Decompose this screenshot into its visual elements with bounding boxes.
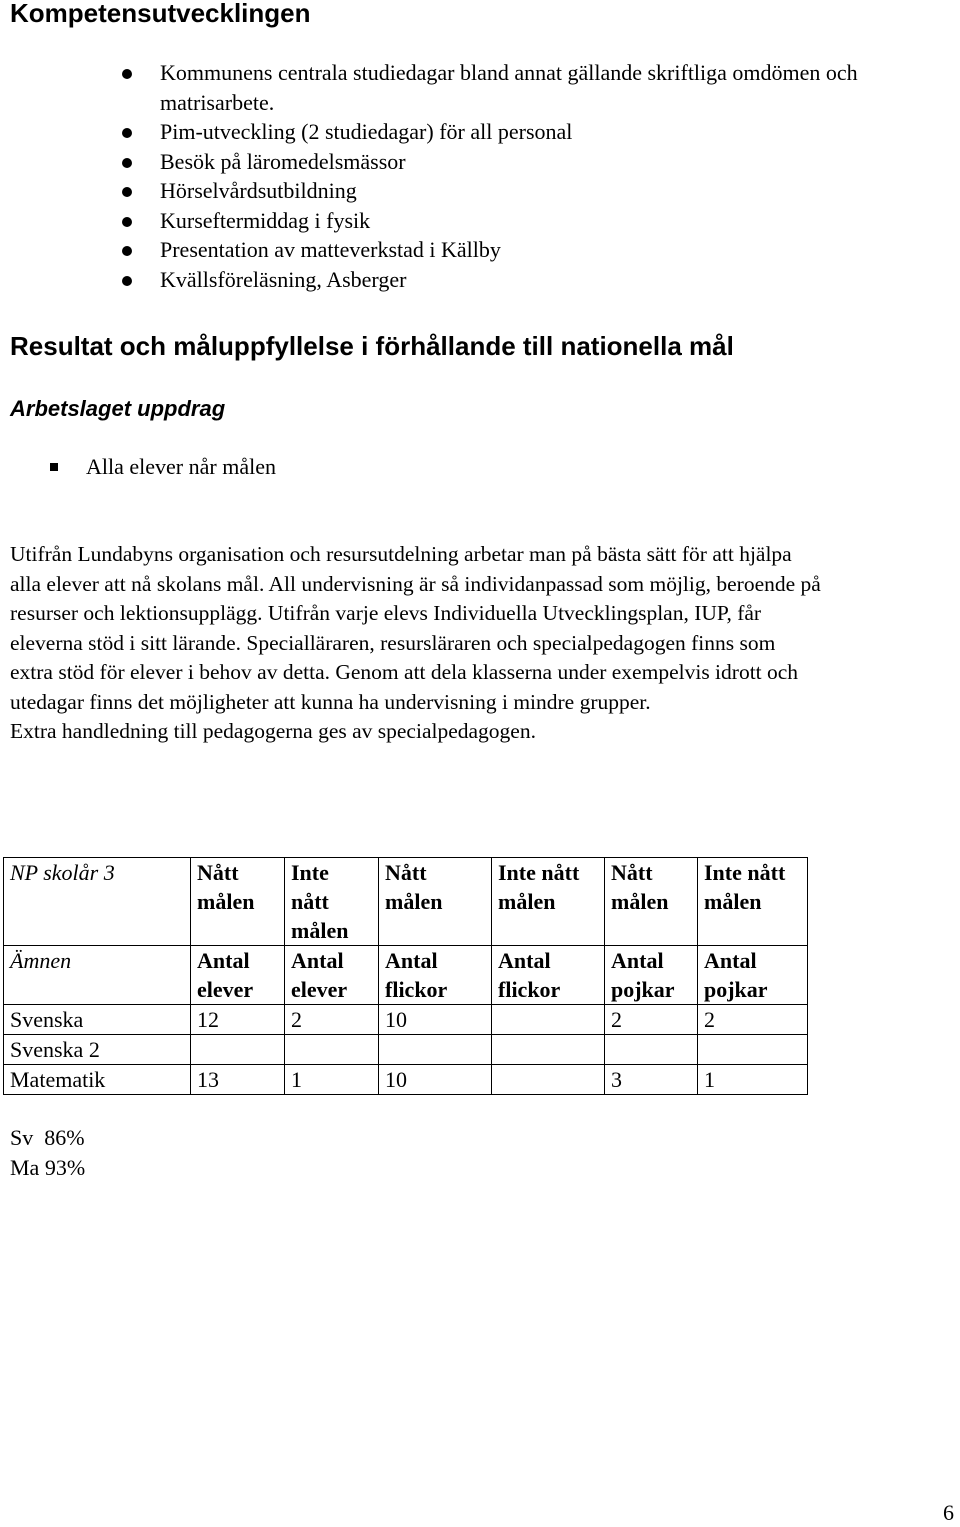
table-cell: 10 (379, 1065, 492, 1095)
table-cell: Matematik (4, 1065, 191, 1095)
table-cell (698, 1035, 808, 1065)
paragraph-line: utedagar finns det möjligheter att kunna ha undervisning i mindre grupper. (10, 689, 651, 714)
table-header-cell: Antal pojkar (605, 946, 698, 1005)
list-item: Kommunens centrala studiedagar bland annat gällande skriftliga omdömen och matrisarbete. (0, 58, 960, 117)
table-header-cell: Antal flickor (379, 946, 492, 1005)
table-header-cell: Antal pojkar (698, 946, 808, 1005)
heading-kompetensutvecklingen: Kompetensutvecklingen (10, 0, 311, 28)
table-cell: 2 (605, 1005, 698, 1035)
paragraph-line: extra stöd för elever i behov av detta. Genom att dela klasserna under exempelvis idrott och (10, 660, 799, 684)
subheading-arbetslaget: Arbetslaget uppdrag (10, 396, 226, 421)
table-header-row (4, 858, 808, 946)
table-cell (379, 1035, 492, 1065)
table-cell (191, 1035, 285, 1065)
paragraph-line: resurser och lektionsupplägg. Utifrån varje elevs Individuella Utvecklingsplan, IUP, får (10, 601, 762, 625)
table-cell: 1 (698, 1065, 808, 1095)
table-row (4, 1005, 808, 1035)
document-page: Kompetensutvecklingen Kommunens centrala studiedagar bland annat gällande skriftliga omdömen och matrisarbete. Pim-utveckling (2 studiedagar) för all personal Besök på läromedelsmässor Hörselvårdsutbildning Kurseftermiddag i fysik Presentation av matteverkstad i Källby Kvällsföreläsning, Asberger Resultat och måluppfyllelse i förhållande till nationella mål Arbetslaget uppdrag Alla elever når målen Utifrån Lundabyns organisation och resursutdelning arbetar man på bästa sätt för att hjälpa alla elever att nå skolans mål. All undervisning är så individanpassad som möjlig, beroende på resurser och lektionsupplägg. Utifrån varje elevs Individuella Utvecklingsplan, IUP, får eleverna stöd i sitt lärande. Specialläraren, resursläraren och specialpedagogen finns som extra stöd för elever i behov av detta. Genom att dela klasserna under exempelvis idrott och utedagar finns det möjligheter att kunna ha undervisning i mindre grupper. Extra handledning till pedagogerna ges av specialpedagogen. NP skolår 3 Nått målen Inte nått målen Nått målen Inte nått målen Nått målen Inte nått målen Ämnen Antal elever Antal elever Antal flickor Antal flickor Antal pojkar Antal pojkar Svenska 12 2 10 2 2 Svenska 2 Matematik 13 1 10 3 1 Sv 86% Ma 93% 6 (0, 0, 960, 1527)
table-header-cell: Inte nått målen (492, 858, 605, 946)
table-cell: 10 (379, 1005, 492, 1035)
bullet-icon (122, 187, 132, 197)
table-header-cell: Antal elever (285, 946, 379, 1005)
table-header-cell: Ämnen (4, 946, 191, 1005)
table-cell: 2 (285, 1005, 379, 1035)
table-cell (492, 1035, 605, 1065)
swedish-percentage: Sv 86% (10, 1125, 85, 1150)
paragraph-line: Extra handledning till pedagogerna ges av specialpedagogen. (10, 719, 536, 743)
table-cell (492, 1005, 605, 1035)
table-header-cell: Nått målen (379, 858, 492, 946)
table-cell: Svenska 2 (4, 1035, 191, 1065)
paragraph-line: eleverna stöd i sitt lärande. Specialläraren, resursläraren och specialpedagogen finns som (10, 630, 776, 655)
table-cell (492, 1065, 605, 1095)
bullet-icon (122, 246, 132, 256)
table-subheader-row (4, 946, 808, 1005)
list-item: Besök på läromedelsmässor (0, 147, 960, 177)
page-number: 6 (943, 1500, 954, 1525)
bullet-icon (122, 158, 132, 168)
paragraph-line: alla elever att nå skolans mål. All undervisning är så individanpassad som möjlig, beroende på (10, 571, 821, 596)
table-header-cell: Nått målen (605, 858, 698, 946)
table-cell: 13 (191, 1065, 285, 1095)
table-row (4, 1065, 808, 1095)
table-cell: 1 (285, 1065, 379, 1095)
bullet-icon (122, 69, 132, 79)
percentage-summary (10, 1123, 85, 1182)
table-header-cell: Nått målen (191, 858, 285, 946)
np-results-table (3, 857, 808, 1095)
bullet-icon (122, 128, 132, 138)
list-item: Hörselvårdsutbildning (0, 176, 960, 206)
bullet-icon (122, 217, 132, 227)
list-item: Presentation av matteverkstad i Källby (0, 235, 960, 265)
heading-resultat: Resultat och måluppfyllelse i förhållande till nationella mål (10, 331, 734, 361)
table-cell (605, 1035, 698, 1065)
math-percentage: Ma 93% (10, 1154, 86, 1180)
competence-list (0, 58, 960, 294)
list-item: Pim-utveckling (2 studiedagar) för all personal (0, 117, 960, 147)
square-bullet-icon (50, 463, 58, 471)
table-cell: 3 (605, 1065, 698, 1095)
bullet-icon (122, 276, 132, 286)
table-header-cell: Inte nått målen (698, 858, 808, 946)
table-header-cell: Inte nått målen (285, 858, 379, 946)
table-header-cell: Antal elever (191, 946, 285, 1005)
list-item: Kurseftermiddag i fysik (0, 206, 960, 236)
table-header-cell: Antal flickor (492, 946, 605, 1005)
table-header-cell: NP skolår 3 (4, 858, 191, 946)
list-item: Kvällsföreläsning, Asberger (0, 265, 960, 295)
table-cell: Svenska (4, 1005, 191, 1035)
table-cell: 12 (191, 1005, 285, 1035)
paragraph-line: Utifrån Lundabyns organisation och resursutdelning arbetar man på bästa sätt för att hjälpa (10, 542, 792, 566)
results-paragraph (10, 540, 955, 747)
table-row (4, 1035, 808, 1065)
table-cell: 2 (698, 1005, 808, 1035)
table-cell (285, 1035, 379, 1065)
